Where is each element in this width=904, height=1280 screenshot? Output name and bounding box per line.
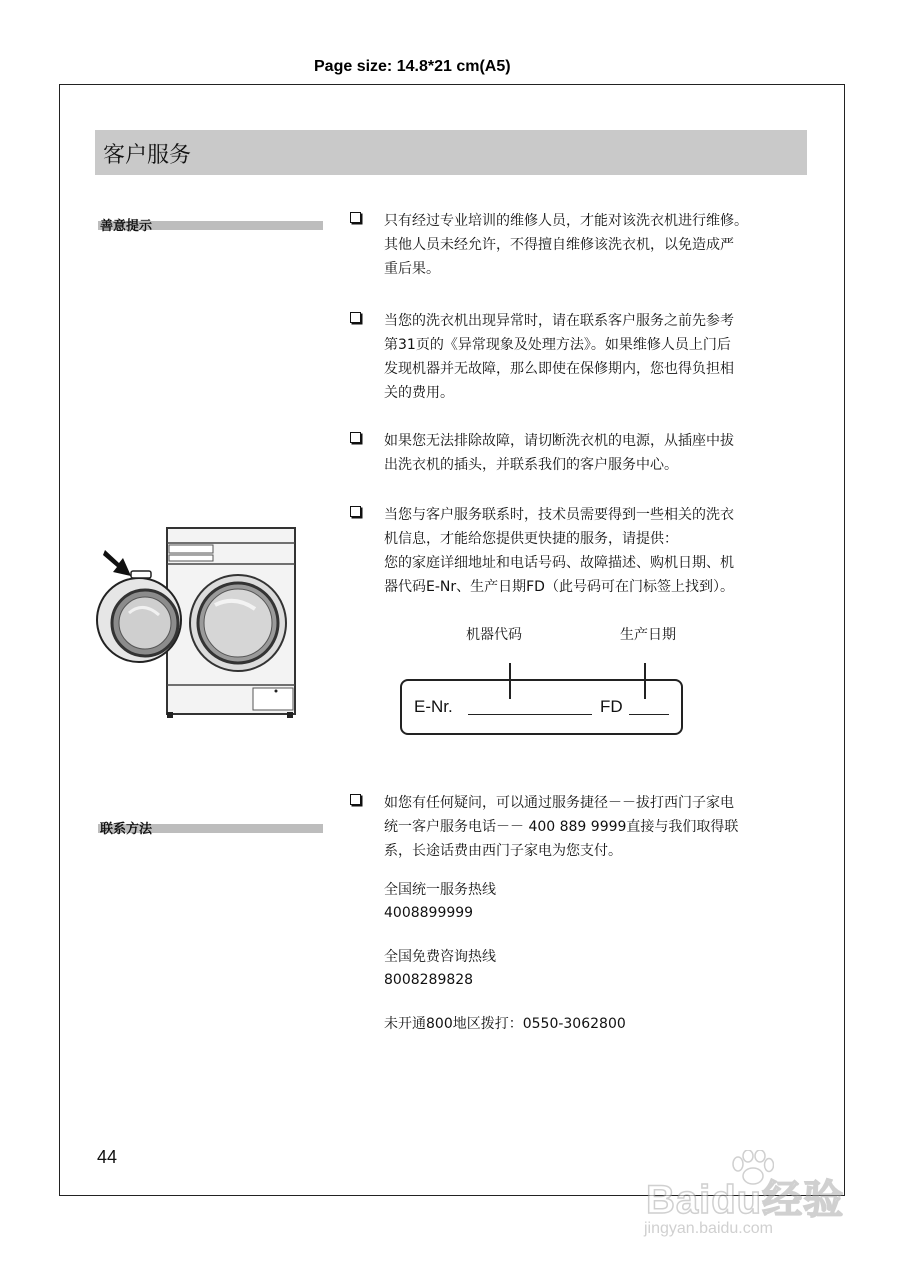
non-800-number: 未开通800地区拨打：0550-3062800	[384, 1016, 626, 1032]
watermark-url: jingyan.baidu.com	[644, 1220, 773, 1237]
hotline-label: 全国统一服务热线	[384, 882, 496, 898]
checkbox-bullet-icon	[350, 794, 361, 805]
nameplate-label	[400, 679, 683, 735]
notice-line: 机信息，才能给您提供更快捷的服务，请提供：	[384, 531, 678, 547]
notice-line: 当您的洗衣机出现异常时，请在联系客户服务之前先参考	[384, 313, 734, 329]
notice-line: 器代码E-Nr、生产日期FD（此号码可在门标签上找到）。	[384, 579, 734, 595]
production-date-caption: 生产日期	[620, 627, 676, 643]
notice-item	[350, 429, 810, 477]
notice-item	[350, 209, 810, 281]
notice-item	[350, 309, 810, 405]
contact-line: 统一客户服务电话－－ 400 889 9999直接与我们取得联	[384, 819, 739, 835]
enr-blank-line	[468, 714, 592, 715]
notice-line: 只有经过专业培训的维修人员，才能对该洗衣机进行维修。	[384, 213, 748, 229]
notice-line: 出洗衣机的插头，并联系我们的客户服务中心。	[384, 457, 678, 473]
notice-line: 发现机器并无故障，那么即使在保修期内，您也得负担相	[384, 361, 734, 377]
machine-code-caption: 机器代码	[466, 627, 522, 643]
washing-machine-illustration	[95, 525, 305, 720]
checkbox-bullet-icon	[350, 432, 361, 443]
notice-line: 第31页的《异常现象及处理方法》。如果维修人员上门后	[384, 337, 731, 353]
arrow-icon	[103, 550, 131, 576]
notice-heading-text: 善意提示	[100, 219, 153, 234]
notice-item	[350, 503, 810, 599]
page-number: 44	[97, 1147, 118, 1167]
notice-line: 您的家庭详细地址和电话号码、故障描述、购机日期、机	[384, 555, 734, 571]
baidu-watermark	[640, 1150, 860, 1245]
checkbox-bullet-icon	[350, 312, 361, 323]
page-title: 客户服务	[103, 143, 192, 168]
contact-line: 系，长途话费由西门子家电为您支付。	[384, 843, 622, 859]
hotline-number: 4008899999	[384, 905, 474, 921]
free-hotline-number: 8008289828	[384, 972, 474, 988]
contact-heading	[98, 818, 323, 838]
contact-item	[350, 791, 810, 863]
fd-blank-line	[629, 714, 669, 715]
fd-text: FD	[600, 697, 623, 716]
watermark-logo: Baidu经验	[646, 1178, 845, 1222]
free-hotline-label: 全国免费咨询热线	[384, 949, 496, 965]
checkbox-bullet-icon	[350, 506, 361, 517]
notice-line: 重后果。	[384, 261, 440, 277]
section-title-bar	[95, 130, 807, 175]
enr-text: E-Nr.	[414, 697, 453, 716]
notice-line: 其他人员未经允许，不得擅自维修该洗衣机，以免造成严	[384, 237, 734, 253]
checkbox-bullet-icon	[350, 212, 361, 223]
notice-line: 关的费用。	[384, 385, 454, 401]
contact-line: 如您有任何疑问，可以通过服务捷径－－拔打西门子家电	[384, 795, 734, 811]
contact-heading-text: 联系方法	[100, 822, 153, 837]
washer-door	[190, 575, 286, 671]
notice-line: 当您与客户服务联系时，技术员需要得到一些相关的洗衣	[384, 507, 734, 523]
notice-heading	[98, 215, 323, 235]
page-size-note: Page size: 14.8*21 cm(A5)	[314, 58, 511, 75]
notice-line: 如果您无法排除故障，请切断洗衣机的电源，从插座中拔	[384, 433, 734, 449]
